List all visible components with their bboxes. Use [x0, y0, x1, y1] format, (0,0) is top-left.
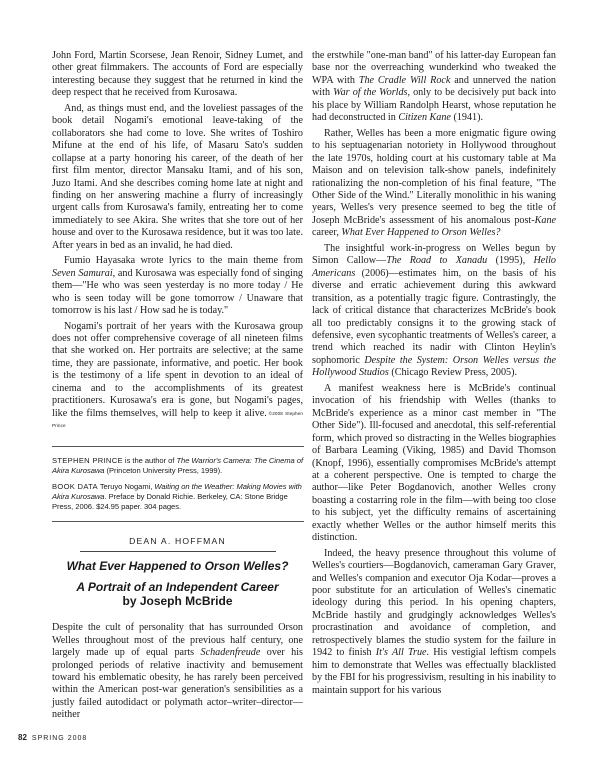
film-title: Seven Samurai	[52, 267, 113, 279]
review-title-line-2: A Portrait of an Independent Career	[76, 579, 279, 594]
review-heading	[52, 536, 303, 609]
bio-name: STEPHEN PRINCE	[52, 455, 123, 465]
paragraph: A manifest weakness here is McBride's continual invocation of his friendship with Welles (thanks to McBride's experience as a minor cast member in "The Other Side"). Ill-focused and anecdotal, this self-referential form, which proved so distracting in the Welles biographies of Barbara Leaming (Viking, 1985) and David Thomson (Knopf, 1996), essentially compromises McBride's attempt at a coherent perspective. One is tempted to charge the author—like Peter Bogdanovich, another Welles crony boasting a costarring role in the film—with being too close to his subject, yet the difficulty remains of ascertaining exactly whether Welles or the author himself merits this distinction.	[312, 382, 556, 544]
paragraph: Nogami's portrait of her years with the Kurosawa group does not offer comprehensive coverage of all nineteen films that she worked on. Her portraits are selective; at the same time, they are passionate, informative, and poetic. Her book is the testimony of a life spent in devotion to an ideal of cinema and to the accomplishments of its greatest practitioners. Kurosawa's era is gone, but Nogami's pages, like the films themselves, will help to keep it alive. ©2008 Stephen Prince	[52, 320, 303, 429]
divider	[52, 446, 304, 447]
right-column	[312, 50, 556, 697]
paragraph: Fumio Hayasaka wrote lyrics to the main theme from Seven Samurai, and Kurosawa was especially fond of singing them—"He who was seen yesterday is no more today / He who is seen today will be gone tomorrow / Unaware that tomorrow is his last / How sad he is today."	[52, 255, 303, 317]
paragraph: Rather, Welles has been a more enigmatic figure owing to his septuagenarian notoriety in Hollywood throughout the late 1970s, holding court at his customary table at Ma Maison and on television talk-show panels, indefinitely rationalizing the non-completion of his final feature, "The Other Side of the Wind." Literally monolithic in his waning years, Welles's very presence seemed to beg the title of Joseph McBride's assessment of his anomalous post-Kane career, What Ever Happened to Orson Welles?	[312, 127, 556, 239]
author-bio: STEPHEN PRINCE is the author of The Warrior's Camera: The Cinema of Akira Kurosawa (Princeton University Press, 1999).	[52, 455, 304, 475]
page-number: 82	[18, 733, 27, 742]
contributor-note	[52, 446, 304, 522]
paragraph: And, as things must end, and the loveliest passages of the book detail Nogami's emotional leave-taking of the collaborators she had come to love. She writes of Toshiro Mifune at the end of his life, of Masaru Sato's sudden collapse at a party honoring his career, of the death of her first film mentor, director Mansaku Itami, and of his son, Juzo Itami. And she describes coming home late at night and finding on her answering machine a flurry of increasingly urgent calls from Kurosawa's family, entreating her to come immediately to see Akira. She writes that she tore out of her house and over to the Kurosawa residence, but it was too late. After years in bed as an invalid, he had died.	[52, 102, 303, 251]
copyright-credit: ©2008 Stephen Prince	[52, 410, 303, 429]
reviewer-byline: DEAN A. HOFFMAN	[129, 535, 226, 546]
paragraph: Despite the cult of personality that has surrounded Orson Welles throughout most of the previous half century, one largely made up of equal parts Schadenfreude over his prolonged periods of relative inactivity and bemusement toward his emblematic obesity, he has rarely been perceived within the American post-war generation's sensibilities as a justly failed autodidact or polymath actor–writer–director—neither	[52, 622, 303, 721]
paragraph: John Ford, Martin Scorsese, Jean Renoir, Sidney Lumet, and other great filmmakers. The accounts of Ford are especially interesting because they suggest that he returned in kind the deep respect that he received from Kurosawa.	[52, 50, 303, 99]
book-data: BOOK DATA Teruyo Nogami, Waiting on the Weather: Making Movies with Akira Kurosawa. Preface by Donald Richie. Berkeley, CA: Stone Bridge Press, 2006. $24.95 paper. 304 pages.	[52, 481, 302, 511]
divider	[52, 521, 304, 522]
divider	[80, 551, 276, 552]
book-data-label: BOOK DATA	[52, 481, 98, 491]
book-author: by Joseph McBride	[122, 594, 233, 608]
left-column	[52, 50, 303, 722]
paragraph: Indeed, the heavy presence throughout this volume of Welles's courtiers—Bogdanovich, cameraman Gary Graver, and Welles's companion and executor Oja Kodar—proves a poor substitute for an articulation of Welles's cinematic ideology during this period. In his opening chapters, McBride hastily and grudgingly acknowledges Welles's procrastination and avoidance of completion, and retrospectively blames the studio system for the failure in 1942 to finish It's All True. His vestigial leftism compels him to demonstrate that Welles was effectually blacklisted by the FBI for his progressivism, resulting in his inability to maintain support for his various	[312, 547, 556, 696]
issue-season: SPRING 2008	[31, 735, 88, 742]
paragraph: The insightful work-in-progress on Welles begun by Simon Callow—The Road to Xanadu (1995), Hello Americans (2006)—estimates him, on the basis of his diverse and erratic achievement during this awkward transition, as a potentially tragic figure. Contrastingly, the lack of critical distance that characterizes McBride's book all too predictably consigns it to the growing stack of defensive, even sycophantic treatments of Welles's career, a trend which reached its nadir with Clinton Heylin's sophomoric Despite the System: Orson Welles versus the Hollywood Studios (Chicago Review Press, 2005).	[312, 242, 557, 379]
paragraph: the erstwhile "one-man band" of his latter-day European fan base nor the overreaching wunderkind who tweaked the WPA with The Cradle Will Rock and unnerved the nation with War of the Worlds, only to be decisively put back into his place by William Randolph Hearst, whose reputation he had deconstructed in Citizen Kane (1941).	[312, 50, 556, 124]
page-footer	[18, 733, 87, 742]
review-title-line-1: What Ever Happened to Orson Welles?	[66, 558, 289, 573]
